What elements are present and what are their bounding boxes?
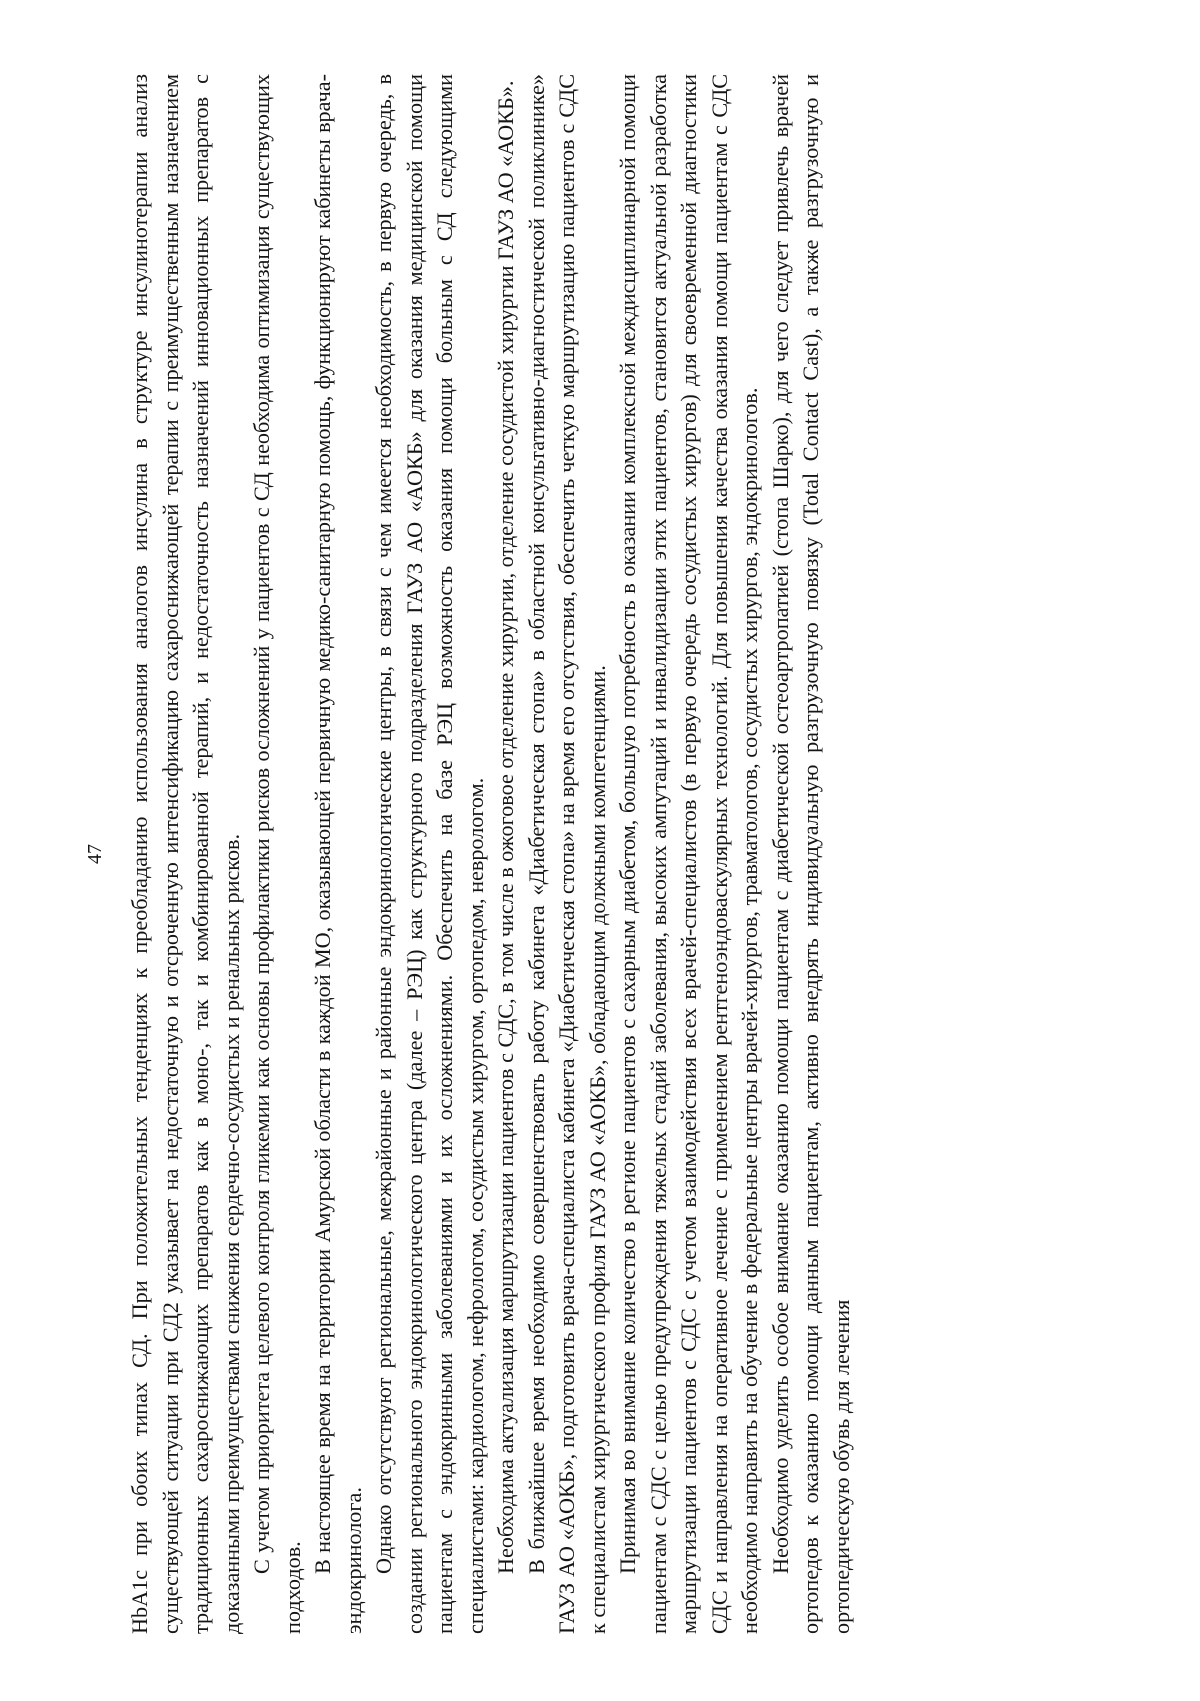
page-number: 47 bbox=[84, 844, 106, 864]
paragraph-8: Необходимо уделить особое внимание оказанию помощи пациентам с диабетической остеоартропатией (стопа Шарко), для чего следует привлечь врачей ортопедов к оказанию помощи данным пациентам, активно внедрять индивидуальную разгрузочную повязку (Total Contact Cast), а также разгрузочную и ортопедическую обувь для лечения bbox=[767, 74, 854, 1634]
paragraph-6: В ближайшее время необходимо совершенствовать работу кабинета «Диабетическая стопа» в областной консультативно-диагностической поликлинике» ГАУЗ АО «АОКБ», подготовить врача-специалиста кабинета «Диабетическая стопа» на время его отсутствия, обеспечить четкую маршрутизацию пациентов с СДС к специалистам хирургического профиля ГАУЗ АО «АОКБ», обладающим должными компетенциями. bbox=[523, 74, 610, 1634]
paragraph-2: С учетом приоритета целевого контроля гликемии как основы профилактики рисков осложнений у пациентов с СД необходима оптимизация существующих подходов. bbox=[249, 74, 305, 1634]
paragraph-4: Однако отсутствуют региональные, межрайонные и районные эндокринологические центры, в связи с чем имеется необходимость, в первую очередь, в создании регионального эндокринологического центра (далее – РЭЦ) как структурного подразделения ГАУЗ АО «АОКБ» для оказания медицинской помощи пациентам с эндокринными заболеваниями и их осложнениями. Обеспечить на базе РЭЦ возможность оказания помощи больным с СД следующими специалистами: кардиологом, нефрологом, сосудистым хирургом, ортопедом, неврологом. bbox=[371, 74, 488, 1634]
paragraph-1: HbA1c при обоих типах СД. При положительных тенденциях к преобладанию использования аналогов инсулина в структуре инсулинотерапии анализ существующей ситуации при СД2 указывает на недостаточную и отсроченную интенсификацию сахароснижающей терапии с преимущественным назначением традиционных сахароснижающих препаратов как в моно-, так и комбинированной терапий, и недостаточность назначений инновационных препаратов с доказанными преимуществами снижения сердечно-сосудистых и ренальных рисков. bbox=[127, 74, 244, 1634]
document-body bbox=[125, 74, 857, 1634]
paragraph-3: В настоящее время на территории Амурской области в каждой МО, оказывающей первичную медико-санитарную помощь, функционируют кабинеты врача-эндокринолога. bbox=[310, 74, 366, 1634]
rotated-page-content bbox=[85, 74, 1115, 1634]
paragraph-5: Необходима актуализация маршрутизации пациентов с СДС, в том числе в ожоговое отделение хирургии, отделение сосудистой хирургии ГАУЗ АО «АОКБ». bbox=[493, 80, 518, 1574]
paragraph-7: Принимая во внимание количество в регионе пациентов с сахарным диабетом, большую потребность в оказании комплексной междисциплинарной помощи пациентам с СДС с целью предупреждения тяжелых стадий заболевания, высоких ампутаций и инвалидизации этих пациентов, становится актуальной разработка маршрутизации пациентов с СДС с учетом взаимодействия всех врачей-специалистов (в первую очередь сосудистых хирургов) для своевременной диагностики СДС и направления на оперативное лечение с применением рентгеноэндоваскулярных технологий. Для повышения качества оказания помощи пациентам с СДС необходимо направить на обучение в федеральные центры врачей-хирургов, травматологов, сосудистых хирургов, эндокринологов. bbox=[615, 74, 762, 1634]
